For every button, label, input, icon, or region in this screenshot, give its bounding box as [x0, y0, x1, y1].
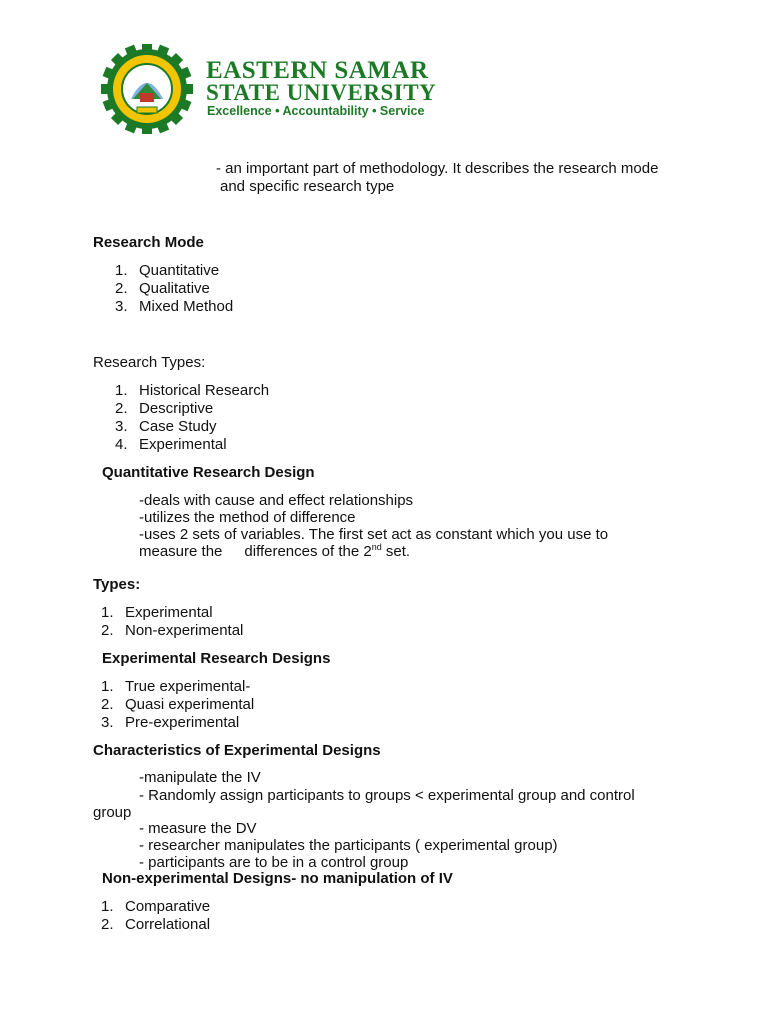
- list-number: 2.: [115, 280, 128, 297]
- list-number: 2.: [101, 916, 114, 933]
- list-item-text: Pre-experimental: [125, 714, 240, 731]
- list-number: 2.: [115, 400, 128, 417]
- list-item-text: Correlational: [125, 916, 211, 933]
- list-number: 1.: [101, 898, 114, 915]
- non-experimental-heading: Non-experimental Designs- no manipulation of IV: [102, 870, 453, 887]
- university-motto: Excellence • Accountability • Service: [207, 104, 425, 118]
- quantitative-line-2: -utilizes the method of difference: [139, 509, 356, 526]
- list-number: 3.: [101, 714, 114, 731]
- quantitative-line-4-part-a: measure the: [139, 543, 223, 560]
- list-number: 2.: [101, 622, 114, 639]
- list-item-text: Mixed Method: [139, 298, 234, 315]
- list-item-text: Non-experimental: [125, 622, 244, 639]
- intro-line-2: and specific research type: [220, 178, 395, 195]
- list-item-text: Experimental: [125, 604, 213, 621]
- list-number: 1.: [115, 382, 128, 399]
- characteristics-line-5: - participants are to be in a control group: [139, 854, 409, 871]
- university-name-line1: EASTERN SAMAR: [206, 57, 429, 84]
- list-item-text: True experimental-: [125, 678, 251, 695]
- research-mode-heading: Research Mode: [93, 234, 204, 251]
- list-item-text: Quasi experimental: [125, 696, 255, 713]
- research-types-heading: Research Types:: [93, 354, 206, 371]
- characteristics-line-4: - researcher manipulates the participants ( experimental group): [139, 837, 558, 854]
- list-number: 1.: [101, 604, 114, 621]
- characteristics-line-2: - Randomly assign participants to groups < experimental group and control: [139, 787, 635, 804]
- list-number: 3.: [115, 418, 128, 435]
- list-item-text: Descriptive: [139, 400, 214, 417]
- university-name-line2: STATE UNIVERSITY: [206, 80, 437, 105]
- types-heading: Types:: [93, 576, 141, 593]
- ordinal-superscript: nd: [371, 542, 382, 552]
- characteristics-line-2-wrap: group: [93, 804, 132, 821]
- university-seal-icon: [97, 44, 197, 134]
- quantitative-line-1: -deals with cause and effect relationships: [139, 492, 414, 509]
- list-item-text: Experimental: [139, 436, 227, 453]
- quantitative-line-3: -uses 2 sets of variables. The first set act as constant which you use to: [139, 526, 609, 543]
- list-number: 2.: [101, 696, 114, 713]
- characteristics-heading: Characteristics of Experimental Designs: [93, 742, 381, 759]
- intro-line-1: - an important part of methodology. It describes the research mode: [216, 160, 659, 177]
- experimental-designs-heading: Experimental Research Designs: [102, 650, 331, 667]
- list-item-text: Historical Research: [139, 382, 270, 399]
- list-item-text: Case Study: [139, 418, 217, 435]
- characteristics-line-3: - measure the DV: [139, 820, 257, 837]
- list-number: 4.: [115, 436, 128, 453]
- quantitative-line-4-part-b: differences of the 2: [244, 543, 372, 560]
- list-number: 3.: [115, 298, 128, 315]
- list-item-text: Qualitative: [139, 280, 210, 297]
- list-number: 1.: [101, 678, 114, 695]
- list-item-text: Quantitative: [139, 262, 220, 279]
- list-item-text: Comparative: [125, 898, 211, 915]
- quantitative-line-4-part-c: set.: [381, 543, 411, 560]
- quantitative-design-heading: Quantitative Research Design: [102, 464, 315, 481]
- list-number: 1.: [115, 262, 128, 279]
- characteristics-line-1: -manipulate the IV: [139, 769, 261, 786]
- quantitative-line-4: [139, 543, 410, 561]
